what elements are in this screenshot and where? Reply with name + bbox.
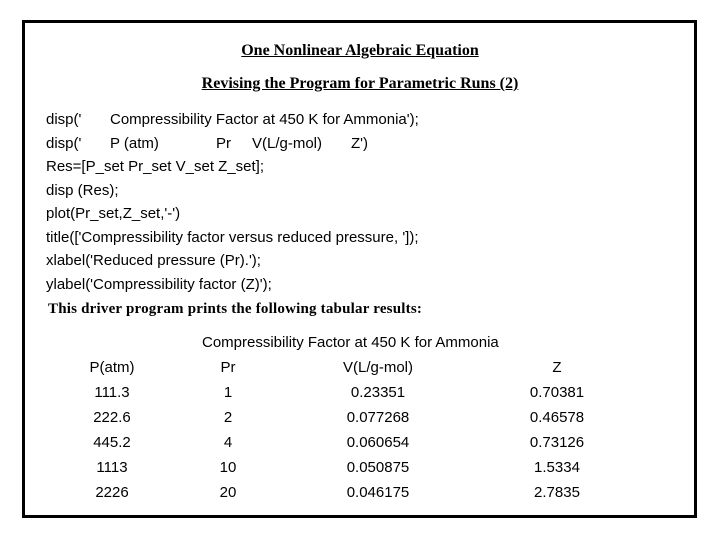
table-cell-z: 2.7835 [534,484,580,501]
code-token: Z') [351,134,369,152]
results-note: This driver program prints the following tabular results: [48,301,423,317]
table-title: Compressibility Factor at 450 K for Ammonia [202,334,499,351]
column-header-v: V(L/g-mol) [342,359,413,376]
code-line-2 [46,132,419,156]
code-token: disp(' [46,111,82,128]
table-cell-pr: 2 [223,409,233,426]
code-line-4: disp (Res); [46,181,119,199]
code-token: disp(' [46,134,82,152]
table-cell-p-atm: 445.2 [93,434,131,451]
code-token: Compressibility Factor at 450 K for Ammonia'); [110,111,419,128]
code-line-6: title(['Compressibility factor versus reduced pressure, ']); [46,228,419,246]
table-cell-v: 0.077268 [346,409,410,426]
column-header-p-atm: P(atm) [89,359,135,376]
table-cell-p-atm: 111.3 [94,384,130,401]
slide-title: One Nonlinear Algebraic Equation [241,42,479,59]
code-line-1 [46,108,419,132]
column-header-z: Z [552,359,562,376]
column-header-pr: Pr [220,359,236,376]
code-line-5: plot(Pr_set,Z_set,'-') [46,205,181,222]
table-cell-z: 0.70381 [529,384,585,401]
table-cell-z: 1.5334 [534,459,580,476]
slide-subtitle: Revising the Program for Parametric Runs (2) [201,75,519,92]
code-line-7: xlabel('Reduced pressure (Pr).'); [46,252,261,269]
table-cell-pr: 1 [223,384,233,401]
table-cell-p-atm: 1113 [96,459,128,476]
code-block [46,108,419,296]
code-token: V(L/g-mol) [252,134,323,152]
table-cell-pr: 10 [219,459,237,476]
code-line-8: ylabel('Compressibility factor (Z)'); [46,275,272,293]
code-line-3: Res=[P_set Pr_set V_set Z_set]; [46,158,265,175]
table-cell-z: 0.73126 [529,434,585,451]
table-cell-z: 0.46578 [529,409,585,426]
table-cell-pr: 20 [219,484,237,501]
code-token: Pr [216,134,231,152]
table-cell-v: 0.050875 [346,459,410,476]
table-cell-p-atm: 2226 [95,484,129,501]
table-cell-v: 0.060654 [346,434,410,451]
table-cell-v: 0.046175 [346,484,410,501]
table-cell-v: 0.23351 [350,384,406,401]
table-cell-p-atm: 222.6 [93,409,131,426]
code-token: P (atm) [110,134,159,152]
table-cell-pr: 4 [223,434,233,451]
